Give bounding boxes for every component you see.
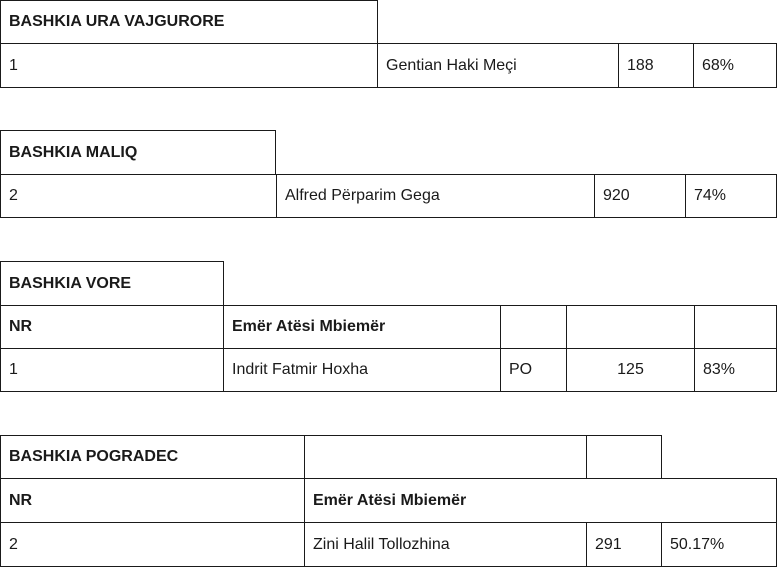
row-name: Alfred Përparim Gega xyxy=(276,174,595,218)
table-title: BASHKIA URA VAJGURORE xyxy=(0,0,378,44)
row-percent: 83% xyxy=(694,348,777,392)
table-title: BASHKIA POGRADEC xyxy=(0,435,305,479)
row-nr: 2 xyxy=(0,174,277,218)
row-votes: 291 xyxy=(586,522,662,567)
row-flag: PO xyxy=(500,348,567,392)
header-nr: NR xyxy=(0,478,305,523)
row-percent: 68% xyxy=(693,43,777,88)
row-votes: 188 xyxy=(618,43,694,88)
header-empty xyxy=(586,435,662,479)
row-votes: 920 xyxy=(594,174,686,218)
row-nr: 1 xyxy=(0,348,224,392)
header-nr: NR xyxy=(0,305,224,349)
table-title: BASHKIA MALIQ xyxy=(0,130,276,175)
row-percent: 50.17% xyxy=(661,522,777,567)
row-nr: 1 xyxy=(0,43,378,88)
row-nr: 2 xyxy=(0,522,305,567)
header-empty xyxy=(304,435,587,479)
row-name: Zini Halil Tollozhina xyxy=(304,522,587,567)
header-empty xyxy=(500,305,567,349)
table-title: BASHKIA VORE xyxy=(0,261,224,306)
row-name: Indrit Fatmir Hoxha xyxy=(223,348,501,392)
header-name: Emër Atësi Mbiemër xyxy=(223,305,501,349)
row-name: Gentian Haki Meçi xyxy=(377,43,619,88)
header-name: Emër Atësi Mbiemër xyxy=(304,478,777,523)
header-empty xyxy=(566,305,695,349)
row-votes: 125 xyxy=(566,348,695,392)
row-percent: 74% xyxy=(685,174,777,218)
header-empty xyxy=(694,305,777,349)
